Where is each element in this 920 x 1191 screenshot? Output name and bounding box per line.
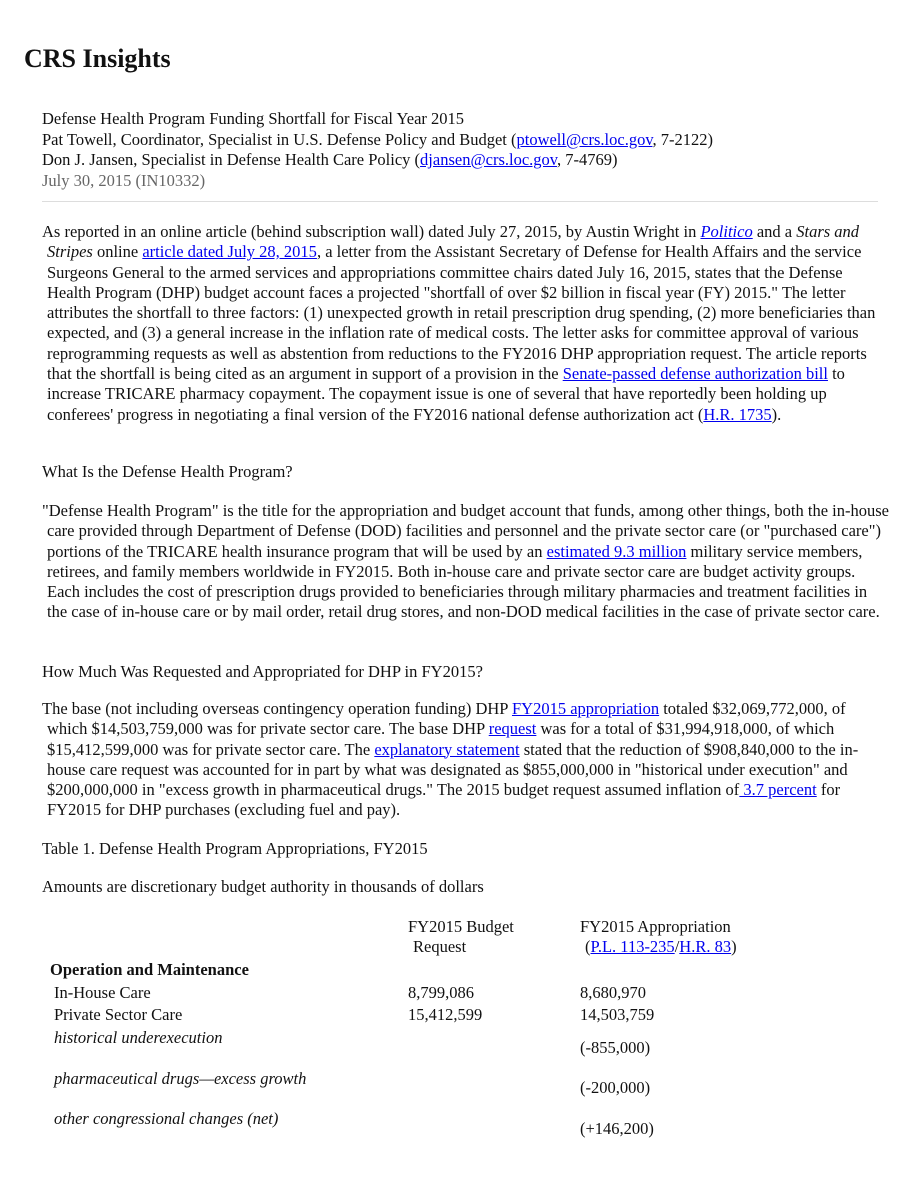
p1-text-5: to increase TRICARE pharmacy copayment. The copayment issue is one of several that have reportedly been holding up conferees' progress in negotiating a final version of the FY2016 national defense authorization act ( xyxy=(47,364,845,424)
header-budget-request-line1: FY2015 Budget xyxy=(408,917,514,936)
row-request: 8,799,086 xyxy=(408,983,474,1002)
author1-suffix: , 7-2122) xyxy=(652,129,713,149)
p1-text-6: ). xyxy=(771,404,782,424)
table-row xyxy=(42,983,902,1005)
row-label: other congressional changes (net) xyxy=(54,1109,279,1128)
row-appropriation: (-855,000) xyxy=(580,1038,651,1057)
row-label: pharmaceutical drugs—excess growth xyxy=(54,1069,307,1088)
row-label: historical underexecution xyxy=(54,1028,223,1047)
row-request: 15,412,599 xyxy=(408,1005,483,1024)
report-title: Defense Health Program Funding Shortfall for Fiscal Year 2015 xyxy=(42,109,465,128)
author2-prefix: Don J. Jansen, Specialist in Defense Health Care Policy ( xyxy=(42,150,421,169)
table-note: Amounts are discretionary budget authority in thousands of dollars xyxy=(42,877,484,896)
table-row xyxy=(42,1028,902,1068)
p3-text-1: The base (not including overseas contingency operation funding) DHP xyxy=(42,699,512,718)
author1-prefix: Pat Towell, Coordinator, Specialist in U.S. Defense Policy and Budget ( xyxy=(42,129,517,149)
row-appropriation: 8,680,970 xyxy=(580,983,646,1002)
table-section-row xyxy=(42,960,902,982)
table-row xyxy=(42,1069,902,1109)
paragraph-intro xyxy=(42,222,889,425)
author2-email-link[interactable]: djansen@crs.loc.gov xyxy=(420,150,557,169)
paragraph-dhp-definition xyxy=(42,501,889,623)
p3-text-2: totaled $32,069,772,000, of which $14,503,759,000 was for private sector care. The base DHP xyxy=(47,699,846,739)
table-caption: Table 1. Defense Health Program Appropriations, FY2015 xyxy=(42,839,428,858)
p1-text-4: , a letter from the Assistant Secretary of Defense for Health Affairs and the service Surgeons General to the armed services and appropriations committee chairs dated July 16, 2015, states that the Defense Health Program (DHP) budget account faces a projected "shortfall of over $2 billion in fiscal year (FY) 2015." The letter attributes the shortfall to three factors: (1) unexpected growth in retail prescription drug spending, (2) more beneficiaries than expected, and (3) a general increase in the inflation rate of medical costs. The letter asks for committee approval of various reprogramming requests as well as abstention from reductions to the FY2016 DHP appropriation request. The article reports that the shortfall is being cited as an argument in support of a provision in the xyxy=(47,242,876,384)
section-heading-how-much: How Much Was Requested and Appropriated for DHP in FY2015? xyxy=(42,662,483,681)
header-close-paren: ) xyxy=(731,937,737,956)
row-label: In-House Care xyxy=(54,983,151,1002)
appropriation-link[interactable]: FY2015 appropriation xyxy=(511,699,660,718)
p1-text-1: As reported in an online article (behind subscription wall) dated July 27, 2015, by Austin Wright in xyxy=(42,222,701,241)
header-budget-request xyxy=(408,917,514,957)
section-heading-what-is: What Is the Defense Health Program? xyxy=(42,462,293,481)
p3-text-3: was for a total of $31,994,918,000, of which $15,412,599,000 was for private sector care. The xyxy=(47,719,835,759)
report-date: July 30, 2015 (IN10332) xyxy=(42,170,206,190)
header-appropriation-line2 xyxy=(580,937,737,957)
header-appropriation xyxy=(580,917,737,957)
article-link[interactable]: article dated July 28, 2015 xyxy=(142,242,317,262)
table-row xyxy=(42,1005,902,1027)
header-appropriation-line1: FY2015 Appropriation xyxy=(580,917,731,936)
row-appropriation: (-200,000) xyxy=(580,1078,651,1097)
page-title: CRS Insights xyxy=(24,44,171,73)
table-row xyxy=(42,1109,902,1149)
p3-text-5: for FY2015 for DHP purchases (excluding fuel and pay). xyxy=(47,780,841,820)
percent-link[interactable]: 3.7 percent xyxy=(739,780,817,800)
hr1735-link[interactable]: H.R. 1735 xyxy=(703,404,772,424)
author-line-1 xyxy=(42,130,882,151)
author2-suffix: , 7-4769) xyxy=(556,150,618,169)
report-header xyxy=(42,109,882,191)
row-appropriation: 14,503,759 xyxy=(580,1005,655,1024)
politico-link[interactable]: Politico xyxy=(700,222,753,241)
p2-text-2: military service members, retirees, and family members worldwide in FY2015. Both in-house care and private sector care are budget activity groups. Each includes the cost of prescription drugs provided to beneficiaries through military pharmacies and treatment facilities in the case of in-house care or by mail order, retail drug stores, and non-DOD medical facilities in the case of private sector care. xyxy=(47,541,880,622)
row-appropriation: (+146,200) xyxy=(580,1119,654,1138)
header-slash: / xyxy=(674,937,680,956)
header-budget-request-line2: Request xyxy=(413,937,467,956)
header-open-paren: ( xyxy=(585,937,591,956)
author-line-2 xyxy=(42,150,882,171)
estimated-link[interactable]: estimated 9.3 million xyxy=(546,541,687,561)
p2-text-1: "Defense Health Program" is the title for the appropriation and budget account that funds, among other things, both the in-house care provided through Department of Defense (DOD) facilities and personnel and the private sector care (or "purchased care") portions of the TRICARE health insurance program that will be used by an xyxy=(42,501,889,561)
pl-113-235-link[interactable]: P.L. 113-235 xyxy=(590,937,675,956)
explanatory-statement-link[interactable]: explanatory statement xyxy=(374,739,520,759)
p1-text-2: and a xyxy=(752,222,797,241)
senate-bill-link[interactable]: Senate-passed defense authorization bill xyxy=(562,364,828,384)
section-label: Operation and Maintenance xyxy=(50,960,249,979)
row-label: Private Sector Care xyxy=(54,1005,183,1024)
p3-text-4: stated that the reduction of $908,840,000 to the in-house care request was accounted for in part by what was designated as $855,000,000 in "historical under execution" and $200,000,000 in "excess growth in pharmaceutical drugs." The 2015 budget request assumed inflation of xyxy=(47,739,859,800)
author1-email-link[interactable]: ptowell@crs.loc.gov xyxy=(516,129,653,149)
p1-text-3: online xyxy=(92,242,143,262)
stars-and-stripes-text: Stars and Stripes xyxy=(47,222,860,262)
header-divider xyxy=(42,201,878,202)
request-link[interactable]: request xyxy=(488,719,537,739)
paragraph-appropriation xyxy=(42,699,889,821)
table-header-row xyxy=(42,917,902,959)
hr83-link[interactable]: H.R. 83 xyxy=(679,937,732,956)
